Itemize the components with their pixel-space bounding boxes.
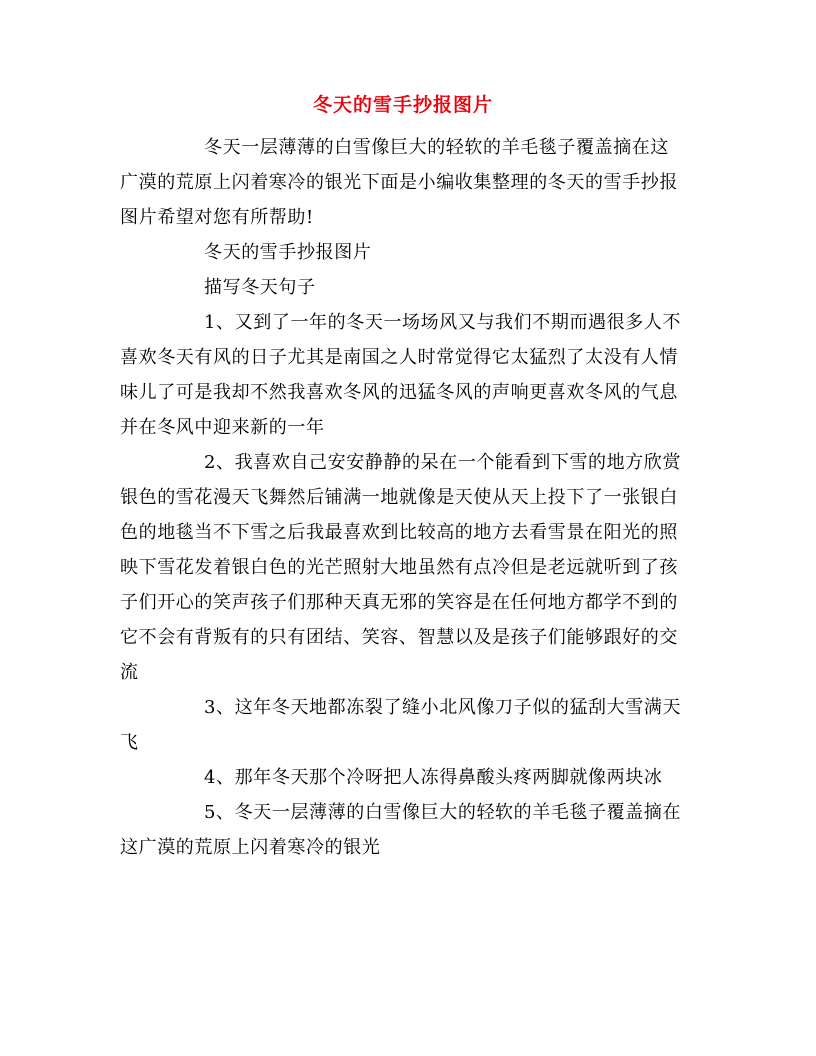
paragraph-section-heading: 描写冬天句子 xyxy=(204,277,316,298)
paragraph-item-3: 3、这年冬天地都冻裂了缝小北风像刀子似的猛刮大雪满天飞 xyxy=(120,697,682,753)
paragraph-item-2: 2、我喜欢自己安安静静的呆在一个能看到下雪的地方欣赏银色的雪花漫天飞舞然后铺满一地就像是天使从天上投下了一张银白色的地毯当不下雪之后我最喜欢到比较高的地方去看雪景在阳光的照映下雪花发着银白色的光芒照射大地虽然有点冷但是老远就听到了孩子们开心的笑声孩子们那种天真无邪的笑容是在任何地方都学不到的它不会有背叛有的只有团结、笑容、智慧以及是孩子们能够跟好的交流 xyxy=(120,452,682,683)
paragraph-item-1: 1、又到了一年的冬天一场场风又与我们不期而遇很多人不喜欢冬天有风的日子尤其是南国之人时常觉得它太猛烈了太没有人情味儿了可是我却不然我喜欢冬风的迅猛冬风的声响更喜欢冬风的气息并在冬风中迎来新的一年 xyxy=(120,312,682,438)
paragraph-subtitle: 冬天的雪手抄报图片 xyxy=(204,242,372,263)
paragraph-item-5: 5、冬天一层薄薄的白雪像巨大的轻软的羊毛毯子覆盖摘在这广漠的荒原上闪着寒冷的银光 xyxy=(120,802,682,858)
document-title: 冬天的雪手抄报图片 xyxy=(312,94,493,116)
document-page xyxy=(120,92,686,865)
paragraph-item-4: 4、那年冬天那个冷呀把人冻得鼻酸头疼两脚就像两块冰 xyxy=(204,767,663,788)
paragraph-intro: 冬天一层薄薄的白雪像巨大的轻软的羊毛毯子覆盖摘在这广漠的荒原上闪着寒冷的银光下面是小编收集整理的冬天的雪手抄报图片希望对您有所帮助! xyxy=(120,137,678,228)
